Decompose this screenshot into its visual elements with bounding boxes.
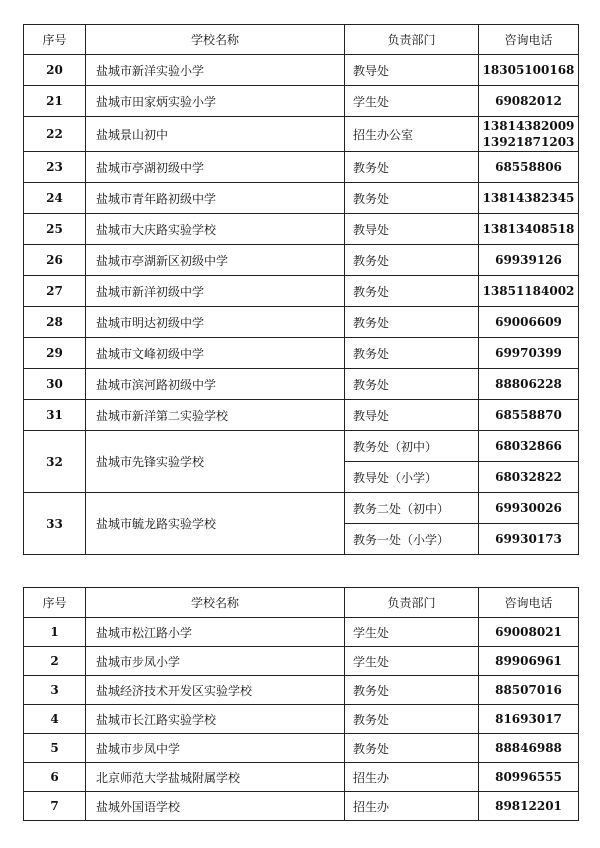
- phone-number: 89812201: [495, 799, 562, 813]
- phone-number: 13813408518: [482, 222, 575, 236]
- row-dept: 教务处: [345, 369, 479, 400]
- row-seq: 20: [24, 55, 86, 86]
- phone-number: 13851184002: [482, 284, 575, 298]
- table-body: [24, 618, 579, 821]
- phone-number: 18305100168: [482, 63, 575, 77]
- school-contact-table-1: [23, 24, 579, 555]
- phone-number: 69008021: [495, 625, 562, 639]
- row-school-name: 盐城市亭湖初级中学: [86, 152, 345, 183]
- row-dept: 教务一处（小学）: [345, 524, 479, 555]
- table-row: [24, 792, 579, 821]
- row-school-name: 盐城市长江路实验学校: [86, 705, 345, 734]
- header-school: 学校名称: [86, 25, 345, 55]
- phone-number: 69939126: [495, 253, 562, 267]
- phone-number: 13921871203: [482, 135, 575, 149]
- row-seq: 29: [24, 338, 86, 369]
- row-dept: 教务处: [345, 734, 479, 763]
- row-school-name: 盐城市新洋初级中学: [86, 276, 345, 307]
- table-row: [24, 705, 579, 734]
- row-dept: 招生办: [345, 792, 479, 821]
- row-phone: [479, 647, 579, 676]
- row-phone: [479, 524, 579, 555]
- row-school-name: 盐城市先锋实验学校: [86, 431, 345, 493]
- row-school-name: 盐城经济技术开发区实验学校: [86, 676, 345, 705]
- row-school-name: 盐城市新洋实验小学: [86, 55, 345, 86]
- row-dept: 教导处（小学）: [345, 462, 479, 493]
- row-dept: 教务处: [345, 183, 479, 214]
- row-school-name: 北京师范大学盐城附属学校: [86, 763, 345, 792]
- table-row: [24, 369, 579, 400]
- row-phone: [479, 152, 579, 183]
- row-school-name: 盐城市文峰初级中学: [86, 338, 345, 369]
- row-seq: 21: [24, 86, 86, 117]
- table-row: [24, 647, 579, 676]
- header-school: 学校名称: [86, 588, 345, 618]
- row-phone: [479, 763, 579, 792]
- row-seq: 5: [24, 734, 86, 763]
- row-phone: [479, 462, 579, 493]
- row-phone: [479, 338, 579, 369]
- row-seq: 33: [24, 493, 86, 555]
- header-seq: 序号: [24, 588, 86, 618]
- row-phone: [479, 369, 579, 400]
- header-row: [24, 588, 579, 618]
- table-body: [24, 55, 579, 555]
- row-dept: 教导处: [345, 55, 479, 86]
- row-phone: [479, 276, 579, 307]
- row-seq: 32: [24, 431, 86, 493]
- row-seq: 24: [24, 183, 86, 214]
- phone-number: 88846988: [495, 741, 562, 755]
- table-row: [24, 307, 579, 338]
- table-row: [24, 245, 579, 276]
- row-phone: [479, 734, 579, 763]
- phone-number: 68032866: [495, 439, 562, 453]
- row-dept: 教务二处（初中）: [345, 493, 479, 524]
- row-seq: 23: [24, 152, 86, 183]
- phone-number: 69082012: [495, 94, 562, 108]
- row-phone: [479, 183, 579, 214]
- table-row: [24, 183, 579, 214]
- phone-number: 88507016: [495, 683, 562, 697]
- row-dept: 教务处: [345, 276, 479, 307]
- phone-number: 69930173: [495, 532, 562, 546]
- table-row: [24, 493, 579, 524]
- row-phone: [479, 676, 579, 705]
- header-dept: 负责部门: [345, 588, 479, 618]
- row-dept: 招生办: [345, 763, 479, 792]
- table-row: [24, 431, 579, 462]
- table-row: [24, 152, 579, 183]
- row-school-name: 盐城市毓龙路实验学校: [86, 493, 345, 555]
- row-dept: 教务处: [345, 152, 479, 183]
- row-dept: 学生处: [345, 86, 479, 117]
- table-row: [24, 117, 579, 152]
- row-school-name: 盐城市滨河路初级中学: [86, 369, 345, 400]
- row-dept: 教务处: [345, 705, 479, 734]
- phone-number: 69970399: [495, 346, 562, 360]
- row-dept: 教导处: [345, 214, 479, 245]
- phone-number: 13814382345: [482, 191, 575, 205]
- row-school-name: 盐城市亭湖新区初级中学: [86, 245, 345, 276]
- row-dept: 教务处: [345, 307, 479, 338]
- row-phone: [479, 307, 579, 338]
- phone-number: 81693017: [495, 712, 562, 726]
- table-row: [24, 400, 579, 431]
- row-dept: 教务处（初中）: [345, 431, 479, 462]
- row-school-name: 盐城市步凤小学: [86, 647, 345, 676]
- table-row: [24, 676, 579, 705]
- row-dept: 教务处: [345, 338, 479, 369]
- row-phone: [479, 705, 579, 734]
- row-school-name: 盐城市田家炳实验小学: [86, 86, 345, 117]
- row-school-name: 盐城市松江路小学: [86, 618, 345, 647]
- row-seq: 3: [24, 676, 86, 705]
- row-school-name: 盐城景山初中: [86, 117, 345, 152]
- table-row: [24, 55, 579, 86]
- row-school-name: 盐城外国语学校: [86, 792, 345, 821]
- header-row: [24, 25, 579, 55]
- row-school-name: 盐城市明达初级中学: [86, 307, 345, 338]
- row-school-name: 盐城市大庆路实验学校: [86, 214, 345, 245]
- row-phone: [479, 55, 579, 86]
- table-row: [24, 618, 579, 647]
- row-seq: 31: [24, 400, 86, 431]
- phone-number: 68558870: [495, 408, 562, 422]
- row-seq: 22: [24, 117, 86, 152]
- row-phone: [479, 117, 579, 152]
- row-school-name: 盐城市青年路初级中学: [86, 183, 345, 214]
- row-dept: 教务处: [345, 676, 479, 705]
- row-seq: 7: [24, 792, 86, 821]
- row-school-name: 盐城市步凤中学: [86, 734, 345, 763]
- row-seq: 30: [24, 369, 86, 400]
- header-dept: 负责部门: [345, 25, 479, 55]
- table-row: [24, 276, 579, 307]
- row-phone: [479, 400, 579, 431]
- row-dept: 学生处: [345, 647, 479, 676]
- row-phone: [479, 245, 579, 276]
- row-school-name: 盐城市新洋第二实验学校: [86, 400, 345, 431]
- row-phone: [479, 86, 579, 117]
- phone-number: 88806228: [495, 377, 562, 391]
- table-row: [24, 86, 579, 117]
- school-contact-table-2: [23, 587, 579, 821]
- row-seq: 4: [24, 705, 86, 734]
- phone-number: 80996555: [495, 770, 562, 784]
- phone-number: 69006609: [495, 315, 562, 329]
- row-dept: 教导处: [345, 400, 479, 431]
- row-dept: 教务处: [345, 245, 479, 276]
- row-dept: 学生处: [345, 618, 479, 647]
- table-row: [24, 338, 579, 369]
- table-row: [24, 214, 579, 245]
- row-seq: 1: [24, 618, 86, 647]
- header-phone: 咨询电话: [479, 588, 579, 618]
- row-phone: [479, 214, 579, 245]
- table-row: [24, 763, 579, 792]
- row-phone: [479, 618, 579, 647]
- row-phone: [479, 792, 579, 821]
- header-phone: 咨询电话: [479, 25, 579, 55]
- phone-number: 69930026: [495, 501, 562, 515]
- row-phone: [479, 431, 579, 462]
- phone-number: 68558806: [495, 160, 562, 174]
- row-seq: 25: [24, 214, 86, 245]
- row-phone: [479, 493, 579, 524]
- row-seq: 2: [24, 647, 86, 676]
- phone-number: 68032822: [495, 470, 562, 484]
- phone-number: 13814382009: [482, 119, 575, 133]
- header-seq: 序号: [24, 25, 86, 55]
- row-seq: 28: [24, 307, 86, 338]
- phone-number: 89906961: [495, 654, 562, 668]
- row-seq: 6: [24, 763, 86, 792]
- table-row: [24, 734, 579, 763]
- row-seq: 27: [24, 276, 86, 307]
- row-seq: 26: [24, 245, 86, 276]
- row-dept: 招生办公室: [345, 117, 479, 152]
